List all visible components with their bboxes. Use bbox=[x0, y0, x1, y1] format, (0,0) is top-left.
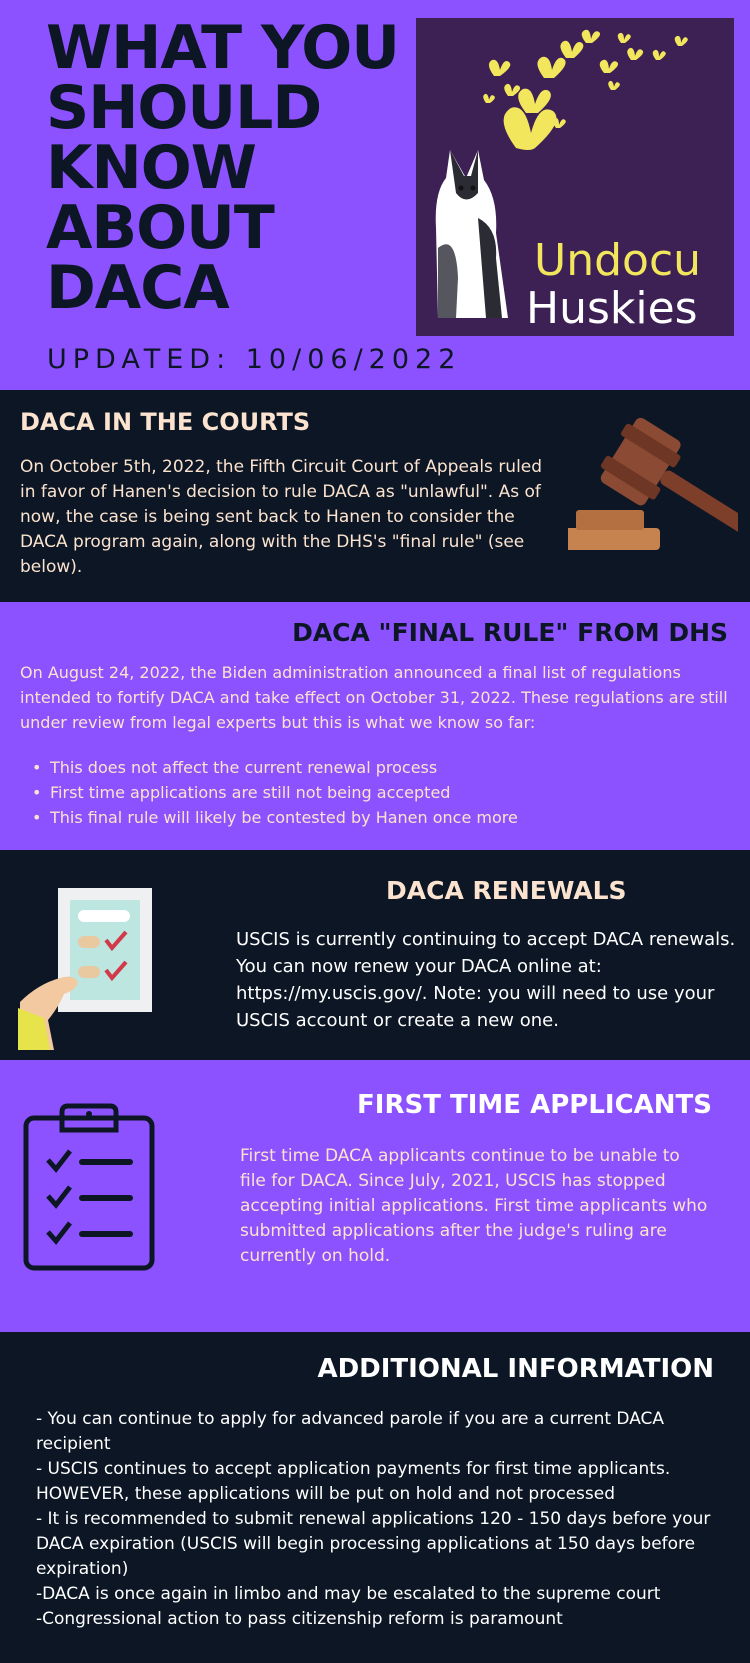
header-section bbox=[0, 0, 750, 390]
renewals-section bbox=[0, 850, 750, 1060]
list-item: -Congressional action to pass citizenship reform is paramount bbox=[36, 1609, 563, 1629]
renewals-text: USCIS is currently continuing to accept DACA renewals. You can now renew your DACA online at: https://my.uscis.gov/. Note: you will need to use your USCIS account or create a new one. bbox=[236, 929, 736, 1031]
list-item: • First time applications are still not being accepted bbox=[28, 780, 518, 805]
list-item: • This does not affect the current renewal process bbox=[28, 755, 518, 780]
list-item: -DACA is once again in limbo and may be escalated to the supreme court bbox=[36, 1584, 661, 1604]
renewals-title: DACA RENEWALS bbox=[386, 876, 627, 905]
checklist-hand-icon bbox=[18, 880, 158, 1050]
list-item: • This final rule will likely be contested by Hanen once more bbox=[28, 805, 518, 830]
title-line: ABOUT bbox=[46, 193, 274, 263]
list-item: - It is recommended to submit renewal applications 120 - 150 days before your DACA expiration (USCIS will begin processing applications at 150 days before expiration) bbox=[36, 1509, 711, 1579]
final-rule-text: On August 24, 2022, the Biden administration announced a final list of regulations intended to fortify DACA and take effect on October 31, 2022. These regulations are still under review from legal experts but this is what we know so far: bbox=[20, 663, 728, 732]
title-line: SHOULD bbox=[46, 73, 322, 143]
first-time-title: FIRST TIME APPLICANTS bbox=[357, 1090, 712, 1120]
courts-section bbox=[0, 390, 750, 602]
logo-word-huskies: Huskies bbox=[526, 283, 698, 334]
final-rule-section bbox=[0, 602, 750, 850]
final-rule-bullets bbox=[28, 755, 518, 830]
list-item: - USCIS continues to accept application payments for first time applicants. HOWEVER, these applications will be put on hold and not processed bbox=[36, 1459, 671, 1504]
courts-title: DACA IN THE COURTS bbox=[20, 408, 311, 436]
additional-section bbox=[0, 1332, 750, 1663]
undocu-huskies-logo bbox=[416, 18, 734, 336]
butterfly-icon bbox=[483, 30, 688, 150]
first-time-section bbox=[0, 1060, 750, 1332]
title-line: WHAT YOU bbox=[46, 13, 400, 83]
title-line: DACA bbox=[46, 253, 229, 323]
gavel-icon bbox=[568, 410, 738, 560]
list-item: - You can continue to apply for advanced parole if you are a current DACA recipient bbox=[36, 1409, 665, 1454]
title-line: KNOW bbox=[46, 133, 256, 203]
logo-word-undocu: Undocu bbox=[534, 235, 702, 286]
updated-date: UPDATED: 10/06/2022 bbox=[47, 344, 462, 375]
main-title bbox=[46, 13, 406, 323]
first-time-text: First time DACA applicants continue to be unable to file for DACA. Since July, 2021, USCIS has stopped accepting initial applications. First time applicants who submitted applications after the judge's ruling are currently on hold. bbox=[240, 1146, 708, 1266]
courts-text: On October 5th, 2022, the Fifth Circuit Court of Appeals ruled in favor of Hanen's decision to rule DACA as "unlawful". As of now, the case is being sent back to Hanen to consider the DACA program again, along with the DHS's "final rule" (see below). bbox=[20, 457, 543, 577]
clipboard-icon bbox=[20, 1100, 160, 1275]
husky-icon bbox=[436, 150, 508, 318]
final-rule-title: DACA "FINAL RULE" FROM DHS bbox=[292, 618, 728, 647]
additional-list bbox=[36, 1407, 726, 1632]
additional-title: ADDITIONAL INFORMATION bbox=[317, 1354, 714, 1384]
